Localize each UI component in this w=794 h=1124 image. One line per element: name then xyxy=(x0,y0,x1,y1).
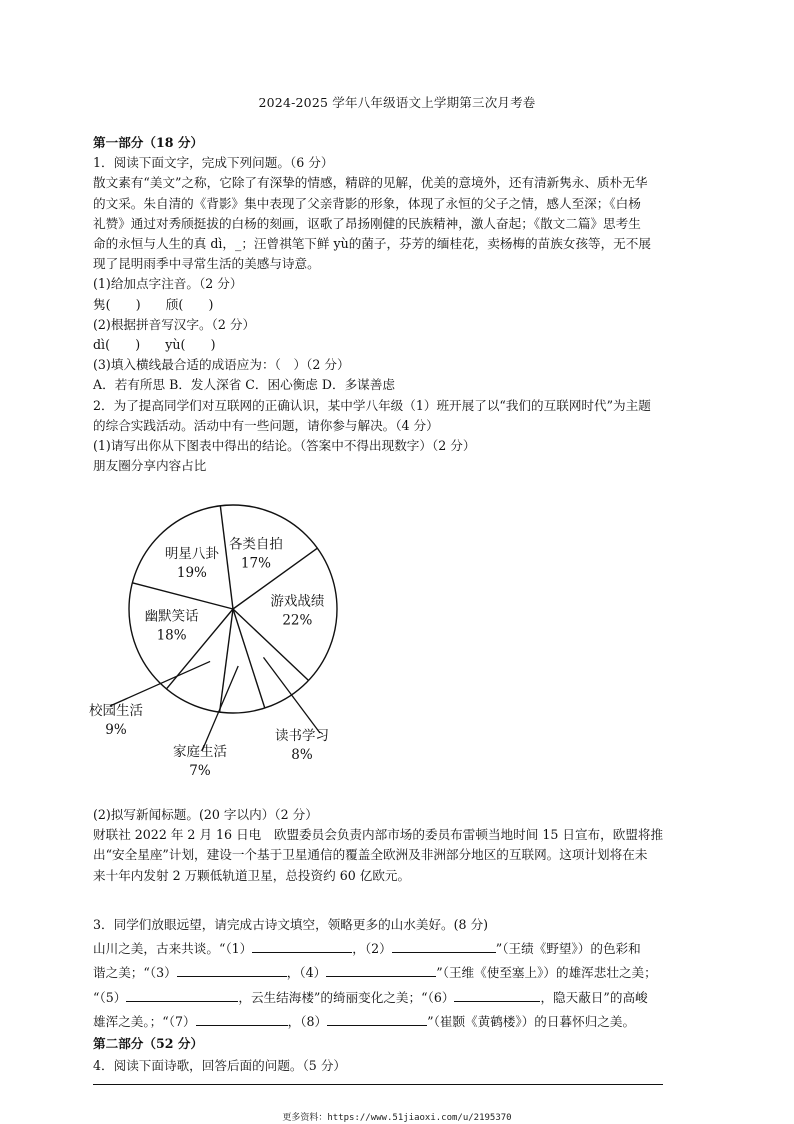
pie-slice-label: 游戏战绩 xyxy=(270,593,325,610)
pie-slice-value: 8% xyxy=(291,747,313,763)
q3-line-4 xyxy=(93,1010,715,1034)
q3-line-2 xyxy=(93,961,715,985)
pie-slice-value: 7% xyxy=(189,763,211,779)
q1-passage-line: 散文素有“美文”之称，它除了有深挚的情感，精辟的见解，优美的意境外，还有清新隽永、质朴无华 xyxy=(93,175,648,191)
pie-slice-value: 9% xyxy=(105,722,127,738)
q1-passage-line: 的文采。朱自清的《背影》集中表现了父亲背影的形象，体现了永恒的父子之情，感人至深；《白杨 xyxy=(93,195,641,211)
q1-sub2: (2)根据拼音写汉字。（2 分） xyxy=(93,316,256,332)
q1-sub3-options: A．若有所思 B．发人深省 C．困心衡虑 D．多谋善虑 xyxy=(93,377,395,393)
blank-1[interactable] xyxy=(252,938,352,953)
q2-prompt-line: 的综合实践活动。活动中有一些问题，请你参与解决。（4 分） xyxy=(93,417,439,433)
pie-slice-label: 读书学习 xyxy=(275,728,329,744)
q3-text: 山川之美，古来共谈。“（1） xyxy=(93,941,253,957)
q1-passage-line: 礼赞》通过对秀颀挺拔的白杨的刻画，讴歌了昂扬刚健的民族精神，激人奋起；《散文二篇》思考生 xyxy=(93,215,641,231)
pie-slice-label: 校园生活 xyxy=(89,703,143,719)
q1-sub2-answer: dì( ) yù( ) xyxy=(93,337,216,353)
pie-slice-value: 18% xyxy=(156,627,187,644)
part2-heading: 第二部分（52 分） xyxy=(93,1036,204,1052)
news-line: 财联社 2022 年 2 月 16 日电 欧盟委员会负责内部市场的委员布雷顿当地时间 15 日宣布，欧盟将推 xyxy=(93,827,664,843)
news-line: 来十年内发射 2 万颗低轨道卫星，总投资约 60 亿欧元。 xyxy=(93,867,411,883)
blank-2[interactable] xyxy=(392,938,496,953)
blank-6[interactable] xyxy=(454,987,540,1002)
blank-8[interactable] xyxy=(327,1011,427,1026)
q2-sub2-section xyxy=(93,805,715,886)
q3-text: ，隐天蔽日”的高峻 xyxy=(540,989,648,1005)
pie-slice-value: 19% xyxy=(176,565,207,582)
q2-prompt-line: 2．为了提高同学们对互联网的正确认识，某中学八年级（1）班开展了以“我们的互联网时代”为主题 xyxy=(93,397,651,413)
news-line: 出“安全星座”计划，建设一个基于卫星通信的覆盖全欧洲及非洲部分地区的互联网。这项计划将在未 xyxy=(93,847,648,863)
q1-sub3: (3)填入横线最合适的成语应为：（ ）（2 分） xyxy=(93,357,350,373)
q2-sub1: (1)请写出你从下图表中得出的结论。（答案中不得出现数字）（2 分） xyxy=(93,438,476,454)
pie-slice-label: 明星八卦 xyxy=(164,546,219,563)
q3-line-3 xyxy=(93,986,715,1010)
exam-title: 2024-2025 学年八年级语文上学期第三次月考卷 xyxy=(258,95,536,110)
q3-text: 雄浑之美。；“（7） xyxy=(93,1013,196,1029)
chart-caption: 朋友圈分享内容占比 xyxy=(93,458,207,474)
q3-text: ”（王绩《野望》）的色彩和 xyxy=(495,941,641,957)
pie-slice-label: 幽默笑话 xyxy=(144,608,199,625)
q3-text: ，云生结海楼”的绮丽变化之美；“（6） xyxy=(238,989,455,1005)
q3-text: ，（8） xyxy=(287,1013,328,1029)
q2-sub2: (2)拟写新闻标题。(20 字以内）（2 分） xyxy=(93,807,318,822)
blank-7[interactable] xyxy=(196,1011,288,1026)
part1-section xyxy=(93,133,715,476)
q3-line-1 xyxy=(93,937,715,961)
q3-text: “（5） xyxy=(93,989,127,1005)
pie-slice-value: 22% xyxy=(282,612,313,629)
part1-heading: 第一部分（18 分） xyxy=(93,135,204,150)
footer-link[interactable]: 更多资料：https://www.51jiaoxi.com/u/2195370 xyxy=(282,1113,512,1123)
q4-prompt: 4．阅读下面诗歌，回答后面的问题。（5 分） xyxy=(93,1058,347,1074)
pie-slice-value: 17% xyxy=(240,555,271,572)
q3-prompt: 3．同学们放眼远望，请完成古诗文填空，领略更多的山水美好。(8 分) xyxy=(93,917,489,932)
q1-sub1-answer: 隽( ) 颀( ) xyxy=(93,296,214,312)
q3-text: ”（崔颢《黄鹤楼》）的日暮怀归之美。 xyxy=(427,1013,636,1029)
q3-text: 谐之美；“（3） xyxy=(93,965,177,981)
q3-text: ”（王维《使至塞上》）的雄浑悲壮之美； xyxy=(436,965,657,981)
pie-slice-label: 各类自拍 xyxy=(228,536,283,553)
q1-passage-line: 现了昆明雨季中寻常生活的美感与诗意。 xyxy=(93,256,320,272)
q3-text: ，（2） xyxy=(352,941,392,957)
bottom-rule xyxy=(93,1084,663,1085)
q1-prompt: 1．阅读下面文字，完成下列问题。（6 分） xyxy=(93,155,334,171)
q1-passage-line: 命的永恒与人生的真 dì，_；汪曾祺笔下鲜 yù的菌子，芬芳的缅桂花，卖杨梅的苗族女孩等，无不展 xyxy=(93,236,651,252)
q3-text: ，（4） xyxy=(286,965,327,981)
blank-4[interactable] xyxy=(326,962,436,977)
pie-chart-svg xyxy=(80,493,380,793)
pie-chart xyxy=(80,493,380,793)
q1-sub1: (1)给加点字注音。（2 分） xyxy=(93,276,243,292)
blank-5[interactable] xyxy=(126,987,238,1002)
pie-slice-label: 家庭生活 xyxy=(173,744,227,760)
blank-3[interactable] xyxy=(177,962,287,977)
q3-section xyxy=(93,913,715,1078)
